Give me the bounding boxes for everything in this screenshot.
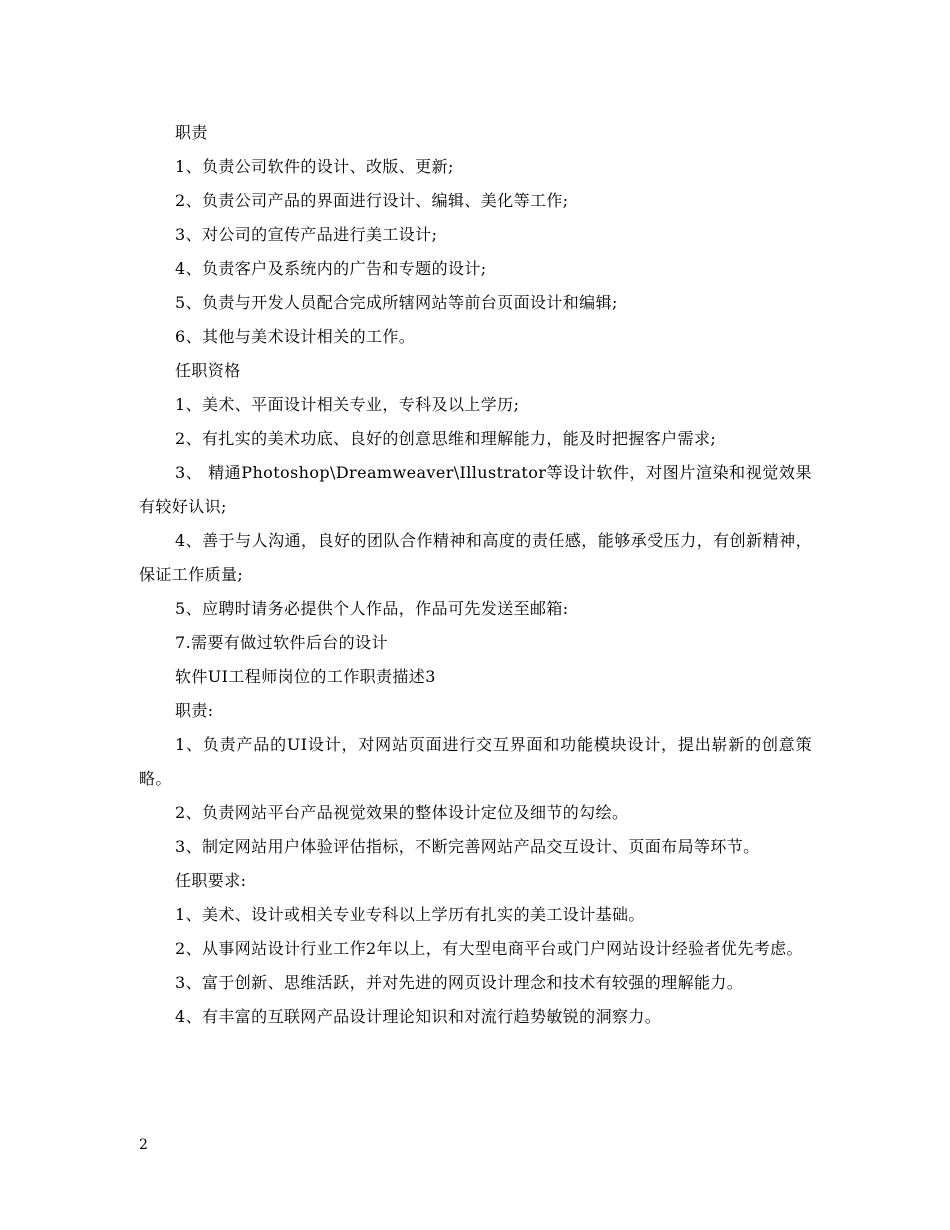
paragraph-duty-ui-2: 2、负责网站平台产品视觉效果的整体设计定位及细节的勾绘。 [175,803,629,822]
paragraph-qualification-5: 5、应聘时请务必提供个人作品，作品可先发送至邮箱: [175,599,569,618]
paragraph-duty-5: 5、负责与开发人员配合完成所辖网站等前台页面设计和编辑; [175,293,618,312]
paragraph-qualifications-heading: 任职资格 [175,361,241,380]
paragraph-requirements-heading: 任职要求: [175,871,247,890]
paragraph-qualification-2: 2、有扎实的美术功底、良好的创意思维和理解能力，能及时把握客户需求; [175,429,717,448]
paragraph-duty-4: 4、负责客户及系统内的广告和专题的设计; [175,259,487,278]
paragraph-duty-1: 1、负责公司软件的设计、改版、更新; [175,157,454,176]
paragraph-qualification-4: 4、善于与人沟通，良好的团队合作精神和高度的责任感，能够承受压力，有创新精神，保证工作质量; [139,531,812,584]
paragraph-duty-ui-1: 1、负责产品的UI设计，对网站页面进行交互界面和功能模块设计，提出崭新的创意策略。 [139,735,812,788]
paragraph-duty-2: 2、负责公司产品的界面进行设计、编辑、美化等工作; [175,191,569,210]
paragraph-requirement-1: 1、美术、设计或相关专业专科以上学历有扎实的美工设计基础。 [175,905,645,924]
paragraph-section-title: 软件UI工程师岗位的工作职责描述3 [175,667,436,686]
paragraph-duty-3: 3、对公司的宣传产品进行美工设计; [175,225,438,244]
paragraph-duties-heading-2: 职责: [175,701,214,720]
paragraph-qualification-7: 7.需要有做过软件后台的设计 [175,633,388,652]
paragraph-requirement-4: 4、有丰富的互联网产品设计理论知识和对流行趋势敏锐的洞察力。 [175,1007,662,1026]
paragraph-qualification-3: 3、 精通Photoshop\Dreamweaver\Illustrator等设计软件，对图片渲染和视觉效果有较好认识; [139,463,812,516]
paragraph-duties-heading: 职责 [175,123,208,142]
page-number: 2 [139,1137,148,1153]
paragraph-requirement-2: 2、从事网站设计行业工作2年以上，有大型电商平台或门户网站设计经验者优先考虑。 [175,939,803,958]
paragraph-qualification-1: 1、美术、平面设计相关专业，专科及以上学历; [175,395,520,414]
paragraph-requirement-3: 3、富于创新、思维活跃，并对先进的网页设计理念和技术有较强的理解能力。 [175,973,744,992]
paragraph-duty-6: 6、其他与美术设计相关的工作。 [175,327,416,346]
document-body [139,116,812,1034]
paragraph-duty-ui-3: 3、制定网站用户体验评估指标，不断完善网站产品交互设计、页面布局等环节。 [175,837,760,856]
